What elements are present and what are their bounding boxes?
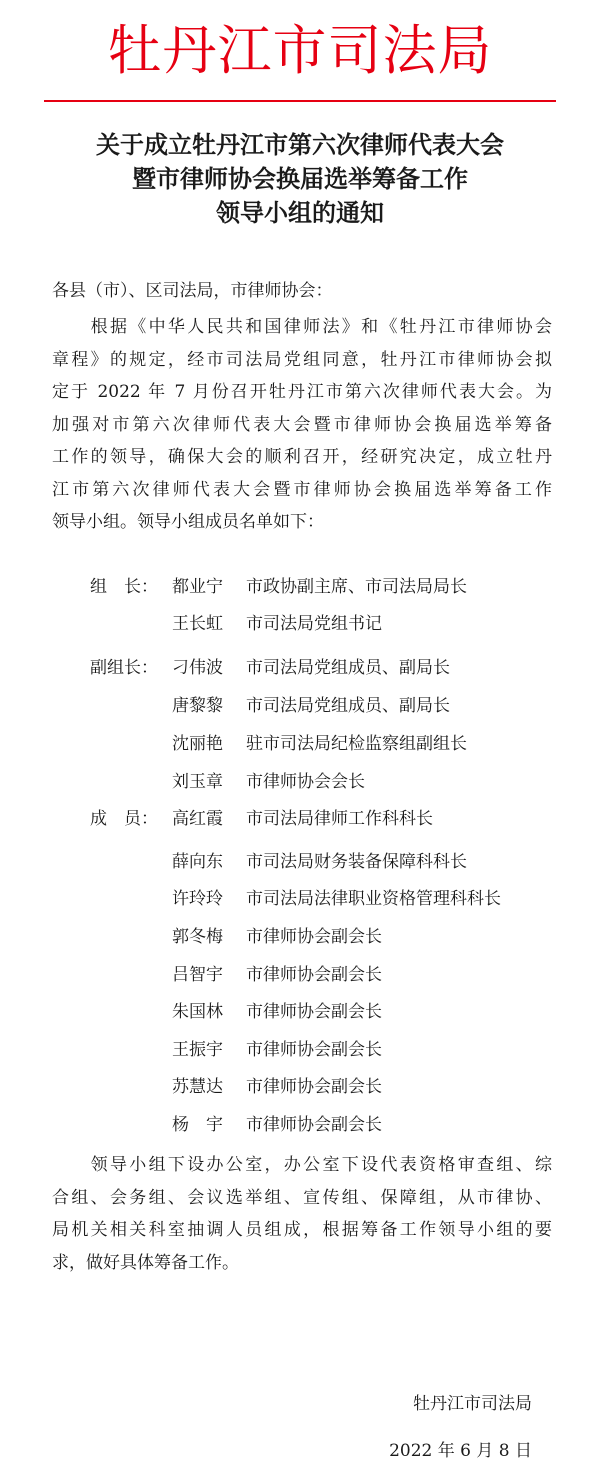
member-duty: 市司法局党组书记 [246,614,382,634]
member-role: 组 长： [90,577,158,597]
signature-org: 牡丹江市司法局 [413,1394,532,1414]
paragraph-line: 合组、会务组、会议选举组、宣传组、保障组，从市律协、 [52,1187,552,1208]
member-name: 高红霞 [172,809,223,829]
member-duty: 市司法局党组成员、副局长 [246,696,450,716]
paragraph-line: 局机关相关科室抽调人员组成，根据筹备工作领导小组的要 [52,1220,552,1240]
paragraph-line: 加强对市第六次律师代表大会暨市律师协会换届选举筹备 [52,414,552,435]
member-name: 王长虹 [172,614,223,634]
member-name: 郭冬梅 [172,927,223,947]
member-name: 唐黎黎 [172,696,223,716]
member-name: 朱国林 [172,1002,223,1022]
member-name: 苏慧达 [172,1077,223,1097]
document-title [0,128,600,230]
paragraph-line: 根据《中华人民共和国律师法》和《牡丹江市律师协会 [52,317,552,337]
member-duty: 市司法局律师工作科科长 [246,809,433,829]
signature-date: 2022 年 6 月 8 日 [389,1441,532,1461]
document-header: 牡丹江市司法局 [107,19,493,82]
salutation: 各县（市）、区司法局，市律师协会： [52,281,333,301]
title-line-1: 关于成立牡丹江市第六次律师代表大会 [96,130,504,159]
member-name: 沈丽艳 [172,734,223,754]
paragraph-line: 求，做好具体筹备工作。 [52,1252,239,1273]
paragraph-line: 工作的领导，确保大会的顺利召开，经研究决定，成立牡丹 [52,447,552,467]
member-name: 许玲玲 [172,889,223,909]
paragraph-line: 江市第六次律师代表大会暨市律师协会换届选举筹备工作 [52,479,552,500]
body-paragraph-2 [52,1149,552,1279]
paragraph-line: 章程》的规定，经市司法局党组同意，牡丹江市律师协会拟 [52,349,552,370]
member-name: 都业宁 [172,577,223,597]
member-duty: 市律师协会副会长 [246,927,382,947]
body-paragraph-1 [52,311,552,539]
member-duty: 市律师协会副会长 [246,1002,382,1022]
member-name: 刁伟波 [172,658,223,678]
member-duty: 市律师协会副会长 [246,1077,382,1097]
member-name: 吕智宇 [172,965,223,985]
member-duty: 市司法局财务装备保障科科长 [246,852,467,872]
member-duty: 市律师协会副会长 [246,1040,382,1060]
member-duty: 市律师协会副会长 [246,1115,382,1135]
title-line-3: 领导小组的通知 [216,198,384,227]
title-line-2: 暨市律师协会换届选举筹备工作 [132,164,468,193]
member-role: 成 员： [90,809,158,829]
member-duty: 驻市司法局纪检监察组副组长 [246,734,467,754]
member-duty: 市政协副主席、市司法局局长 [246,577,467,597]
member-duty: 市司法局法律职业资格管理科科长 [246,889,501,909]
member-role: 副组长： [90,658,158,678]
member-name: 杨 宇 [172,1115,223,1135]
member-name: 刘玉章 [172,772,223,792]
paragraph-line: 领导小组下设办公室，办公室下设代表资格审查组、综 [52,1155,552,1175]
member-name: 薛向东 [172,852,223,872]
header-red-rule [44,100,556,102]
member-name: 王振宇 [172,1040,223,1060]
member-duty: 市律师协会会长 [246,772,365,792]
member-duty: 市司法局党组成员、副局长 [246,658,450,678]
member-duty: 市律师协会副会长 [246,965,382,985]
paragraph-line: 领导小组。领导小组成员名单如下： [52,512,324,532]
paragraph-line: 定于 2022 年 7 月份召开牡丹江市第六次律师代表大会。为 [52,382,552,402]
